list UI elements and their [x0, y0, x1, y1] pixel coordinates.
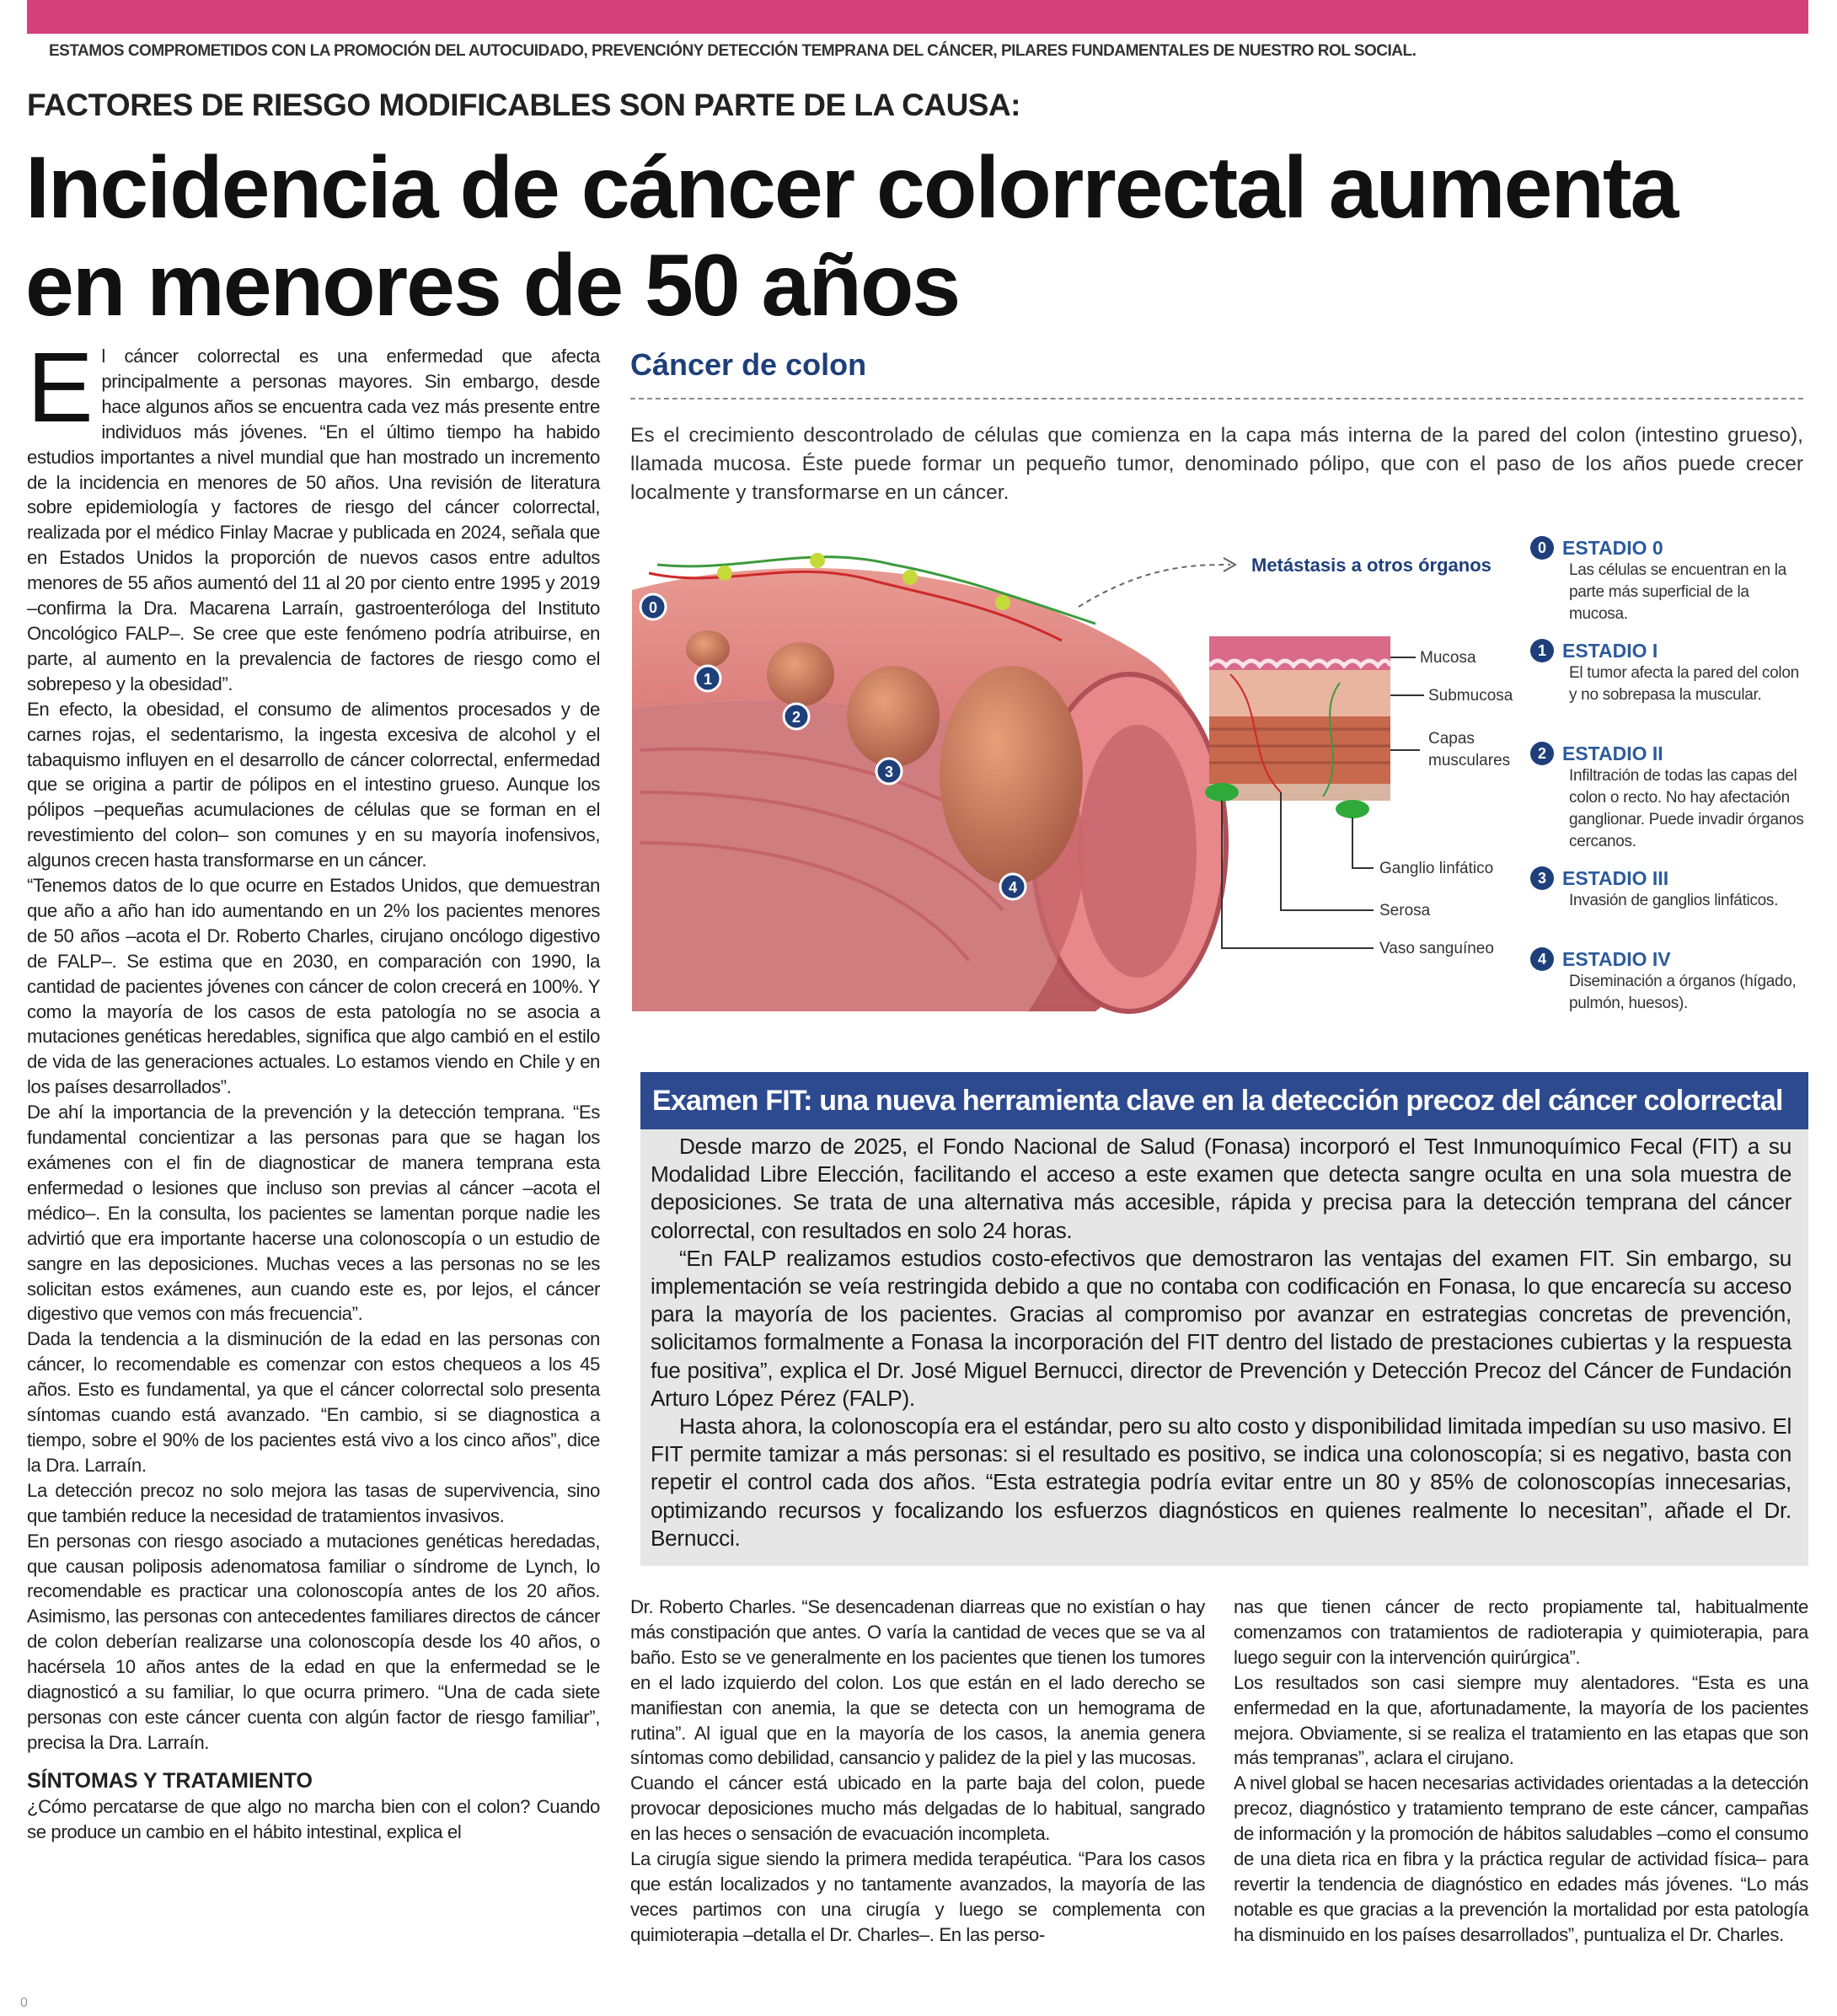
top-color-bar — [27, 0, 1808, 34]
tagline: ESTAMOS COMPROMETIDOS CON LA PROMOCIÓN DEL AUTOCUIDADO, PREVENCIÓNY DETECCIÓN TEMPRANA DEL CÁNCER, PILARES FUNDAMENTALES DE NUESTRO ROL SOCIAL. — [49, 42, 1417, 60]
marker-4 — [1000, 874, 1026, 899]
label-vaso: Vaso sanguíneo — [1379, 940, 1494, 957]
label-capas: Capas — [1428, 730, 1475, 748]
svg-text:1: 1 — [703, 671, 713, 688]
stage-2 — [1530, 742, 1808, 853]
article-column-3 — [1234, 1595, 1808, 1948]
infographic-lead: Es el crecimiento descontrolado de células que comienza en la capa más interna de la pared del colon (intestino grueso), llamada mucosa. Éste puede formar un pequeño tumor, denominado pólipo, que con el paso de los años puede crecer localmente y transformarse en un cáncer. — [630, 424, 1803, 504]
lymph-node — [995, 595, 1010, 610]
article-paragraph: En personas con riesgo asociado a mutaciones genéticas heredadas, que causan poliposis adenomatosa familiar o síndrome de Lynch, lo recomendable es practicar una colonoscopía antes de los 20 años. Asimismo, las personas con antecedentes familiares directos de cáncer de colon deberían realizarse una colonoscopía desde los 40 años, o hacérsela 10 años antes de la edad en que la enfermedad se le diagnosticó a su familiar, lo que ocurra primero. “Una de cada siete personas con este cáncer cuenta con algún factor de riesgo familiar”, precisa la Dra. Larraín. — [27, 1530, 600, 1753]
colon-illustration — [624, 539, 1517, 1028]
label-ganglio: Ganglio linfático — [1379, 860, 1494, 877]
stage-description: Infiltración de todas las capas del colon o recto. No hay afectación ganglionar. Puede invadir órganos cercanos. — [1569, 767, 1804, 850]
article-paragraph: A nivel global se hacen necesarias actividades orientadas a la detección precoz, diagnóstico y tratamiento temprano de este cáncer, campañas de información y la promoción de hábitos saludables –como el consumo de una dieta rica en fibra y la práctica regular de actividad física– para revertir la tendencia de diagnóstico en edades más jóvenes. “Lo más notable es que gracias a la prevención la mortalidad por esta patología ha disminuido en los países desarrollados”, puntualiza el Dr. Charles. — [1234, 1772, 1808, 1945]
stage-3 — [1530, 866, 1808, 912]
headline-line-1: Incidencia de cáncer colorrectal aumenta — [25, 139, 1678, 237]
stage-title: ESTADIO 0 — [1562, 536, 1663, 559]
polyp-stage-3 — [847, 666, 940, 767]
stage-4 — [1530, 947, 1808, 1015]
article-paragraph: “Tenemos datos de lo que ocurre en Estados Unidos, que demuestran que año a año han ido aumentando en un 2% los pacientes menores de 50 años –acota el Dr. Roberto Charles, cirujano oncólogo digestivo de FALP–. Se estima que en 2030, en comparación con 1990, la cantidad de pacientes jóvenes con cáncer de colon crecerá en 100%. Y como la mayoría de los casos de esta patología no se asocia a mutaciones genéticas heredables, significa que algo cambió en el estilo de vida de las generaciones actuales. Lo estamos viendo en Chile y en los países desarrollados”. — [27, 875, 600, 1098]
article-paragraph: En efecto, la obesidad, el consumo de alimentos procesados y de carnes rojas, el sedentarismo, la ingesta excesiva de alcohol y el tabaquismo influyen en el desarrollo de cáncer colorrectal, enfermedad que se origina a partir de pólipos en el intestino grueso. Aunque los pólipos –pequeñas acumulaciones de células que se forman en el revestimiento del colon– son comunes y en su mayoría inofensivos, algunos crecen hasta transformarse en un cáncer. — [27, 698, 600, 871]
svg-text:4: 4 — [1008, 879, 1018, 896]
article-column-2 — [630, 1595, 1205, 1948]
article-paragraph: Los resultados son casi siempre muy alentadores. “Esta es una enfermedad en la que, afortunadamente, la mayoría de los pacientes mejora. Obviamente, si se realiza el tratamiento en las etapas que son más tempranas”, aclara el cirujano. — [1234, 1671, 1808, 1769]
article-paragraph: Dada la tendencia a la disminución de la edad en las personas con cáncer, lo recomendable es comenzar con estos chequeos a los 45 años. Esto es fundamental, ya que el cáncer colorrectal solo presenta síntomas cuando está avanzado. “En cambio, si se diagnostica a tiempo, sobre el 90% de los pacientes está vivo a los cinco años”, dice la Dra. Larraín. — [27, 1328, 600, 1476]
lymph-node — [717, 566, 732, 581]
label-mucosa: Mucosa — [1420, 649, 1476, 667]
svg-text:0: 0 — [648, 599, 658, 616]
article-paragraph: Dr. Roberto Charles. “Se desencadenan diarreas que no existían o hay más constipación que antes. O varía la cantidad de veces que se va al baño. Esto se ve generalmente en los pacientes que tienen los tumores en el lado izquierdo del colon. Los que están en el lado derecho se manifiestan con anemia, la que se detecta con un hemograma de rutina”. Al igual que en la mayoría de los casos, la anemia genera síntomas como debilidad, cansancio y palidez de la piel y las mucosas. — [630, 1596, 1205, 1769]
section-subhead: SÍNTOMAS Y TRATAMIENTO — [27, 1768, 313, 1793]
lymph-node — [902, 570, 918, 585]
fit-paragraph: Hasta ahora, la colonoscopía era el estándar, pero su alto costo y disponibilidad limitada impedían su uso masivo. El FIT permite tamizar a más personas: si el resultado es positivo, se indica una colonoscopía; si es negativo, basta con repetir el control cada dos años. “Esta estrategia podría evitar entre un 80 y 85% de colonoscopías innecesarias, optimizando recursos y focalizando los esfuerzos diagnósticos en quienes realmente lo necesitan”, añade el Dr. Bernucci. — [651, 1413, 1791, 1551]
stage-title: ESTADIO II — [1562, 742, 1663, 764]
polyp-stage-4 — [940, 666, 1083, 885]
label-submucosa: Submucosa — [1428, 687, 1513, 705]
page-number: 0 — [20, 1996, 28, 2010]
marker-3 — [876, 759, 902, 784]
layer-section — [1205, 636, 1390, 818]
fit-body — [651, 1133, 1791, 1552]
stage-description: Diseminación a órganos (hígado, pulmón, huesos). — [1569, 973, 1797, 1012]
stage-number-icon: 2 — [1530, 742, 1554, 765]
headline-line-2: en menores de 50 años — [25, 237, 960, 335]
stage-number-icon: 3 — [1530, 866, 1554, 890]
metastasis-arrow — [1079, 565, 1230, 607]
infographic-title: Cáncer de colon — [630, 347, 867, 382]
label-musculares: musculares — [1428, 752, 1511, 769]
stage-description: Invasión de ganglios linfáticos. — [1569, 892, 1779, 909]
stage-title: ESTADIO I — [1562, 639, 1658, 662]
svg-text:3: 3 — [884, 764, 894, 780]
marker-1 — [695, 666, 720, 691]
lymph-node — [810, 553, 825, 568]
marker-2 — [784, 704, 809, 729]
marker-0 — [640, 594, 666, 619]
stage-number-icon: 0 — [1530, 536, 1554, 560]
article-paragraph: De ahí la importancia de la prevención y la detección temprana. “Es fundamental concientizar a las personas para que se hagan los exámenes con el fin de diagnosticar de manera temprana esta enfermedad o lesiones que incluso son previas al cáncer –acota el médico–. En la consulta, los pacientes se lamentan porque nadie les advirtió que era importante hacerse una colonoscopía o un estudio de sangre en las deposiciones. Muchas veces a las personas no se les solicitan estos exámenes, aun cuando este es, por lejos, el cáncer digestivo que vemos con más frecuencia”. — [27, 1102, 600, 1325]
polyp-stage-1 — [686, 630, 730, 668]
article-paragraph — [27, 332, 600, 697]
polyp-stage-2 — [767, 642, 834, 706]
kicker: FACTORES DE RIESGO MODIFICABLES SON PARTE DE LA CAUSA: — [27, 88, 1021, 122]
fit-paragraph: “En FALP realizamos estudios costo-efectivos que demostraron las ventajas del examen FIT. Sin embargo, su implementación se veía restringida debido a que no contaba con codificación en Fonasa, lo que encarecía su acceso para la mayoría de los pacientes. Gracias al compromiso por avanzar en estrategias concretas de prevención, solicitamos formalmente a Fonasa la incorporación del FIT dentro del listado de prestaciones cubiertas y la respuesta fue positiva”, explica el Dr. José Miguel Bernucci, director de Prevención y Detección Precoz del Cáncer de Fundación Arturo López Pérez (FALP). — [651, 1245, 1791, 1411]
headline — [25, 139, 1795, 335]
stage-0 — [1530, 536, 1808, 625]
stage-description: Las células se encuentran en la parte más superficial de la mucosa. — [1569, 561, 1786, 623]
svg-text:2: 2 — [791, 709, 801, 726]
article-paragraph: Cuando el cáncer está ubicado en la parte baja del colon, puede provocar deposiciones mucho más delgadas de lo habitual, sangrado en las heces o sensación de evacuación incompleta. — [630, 1772, 1205, 1845]
article-paragraph: ¿Cómo percatarse de que algo no marcha bien con el colon? Cuando se produce un cambio en el hábito intestinal, explica el — [27, 1795, 600, 1842]
stage-number-icon: 1 — [1530, 639, 1554, 662]
article-paragraph-text: l cáncer colorrectal es una enfermedad que afecta principalmente a personas mayores. Sin embargo, desde hace algunos años se encuentra cada vez más presente entre individuos más jóvenes. “En el último tiempo ha habido estudios importantes a nivel mundial que han mostrado un incremento de la incidencia en menores de 50 años. Una revisión de literatura sobre epidemiología y factores de riesgo del cáncer colorrectal, realizada por el médico Finlay Macrae y publicada en 2024, señala que en Estados Unidos la proporción de nuevos casos entre adultos menores de 55 años aumentó del 11 al 20 por ciento entre 1995 y 2019 –confirma la Dra. Macarena Larraín, gastroenteróloga del Instituto Oncológico FALP–. Se cree que este fenómeno podría atribuirse, en parte, al aumento en la prevalencia de factores de riesgo como el sobrepeso y la obesidad”. — [27, 346, 600, 694]
article-paragraph: La cirugía sigue siendo la primera medida terapéutica. “Para los casos que están localizados y no tantamente avanzados, la mayoría de las veces partimos con una cirugía y luego se complementa con quimioterapia –detalla el Dr. Charles–. En las perso- — [630, 1848, 1205, 1945]
infographic-divider — [630, 398, 1803, 399]
fit-title: Examen FIT: una nueva herramienta clave en la detección precoz del cáncer colorrectal — [640, 1072, 1808, 1129]
metastasis-label: Metástasis a otros órganos — [1251, 555, 1492, 576]
stage-number-icon: 4 — [1530, 947, 1554, 971]
stage-1 — [1530, 639, 1808, 706]
fit-paragraph: Desde marzo de 2025, el Fondo Nacional de Salud (Fonasa) incorporó el Test Inmunoquímico Fecal (FIT) a su Modalidad Libre Elección, facilitando el acceso a este examen que detecta sangre oculta en una sola muestra de deposiciones. Se trata de una alternativa más accesible, rápida y precisa para la detección temprana del cáncer colorrectal, con resultados en solo 24 horas. — [651, 1134, 1791, 1243]
stage-title: ESTADIO IV — [1562, 947, 1671, 970]
stage-title: ESTADIO III — [1562, 866, 1669, 889]
article-paragraph: La detección precoz no solo mejora las tasas de supervivencia, sino que también reduce la necesidad de tratamientos invasivos. — [27, 1479, 600, 1526]
colon-lumen — [1079, 725, 1197, 978]
stage-description: El tumor afecta la pared del colon y no sobrepasa la muscular. — [1569, 664, 1799, 704]
fit-box — [640, 1072, 1808, 1566]
label-serosa: Serosa — [1379, 902, 1431, 920]
drop-cap: E — [27, 332, 94, 443]
article-column-1 — [27, 332, 600, 1844]
article-paragraph: nas que tienen cáncer de recto propiamente tal, habitualmente comenzamos con tratamientos de radioterapia y quimioterapia, para luego seguir con la intervención quirúrgica”. — [1234, 1596, 1808, 1668]
